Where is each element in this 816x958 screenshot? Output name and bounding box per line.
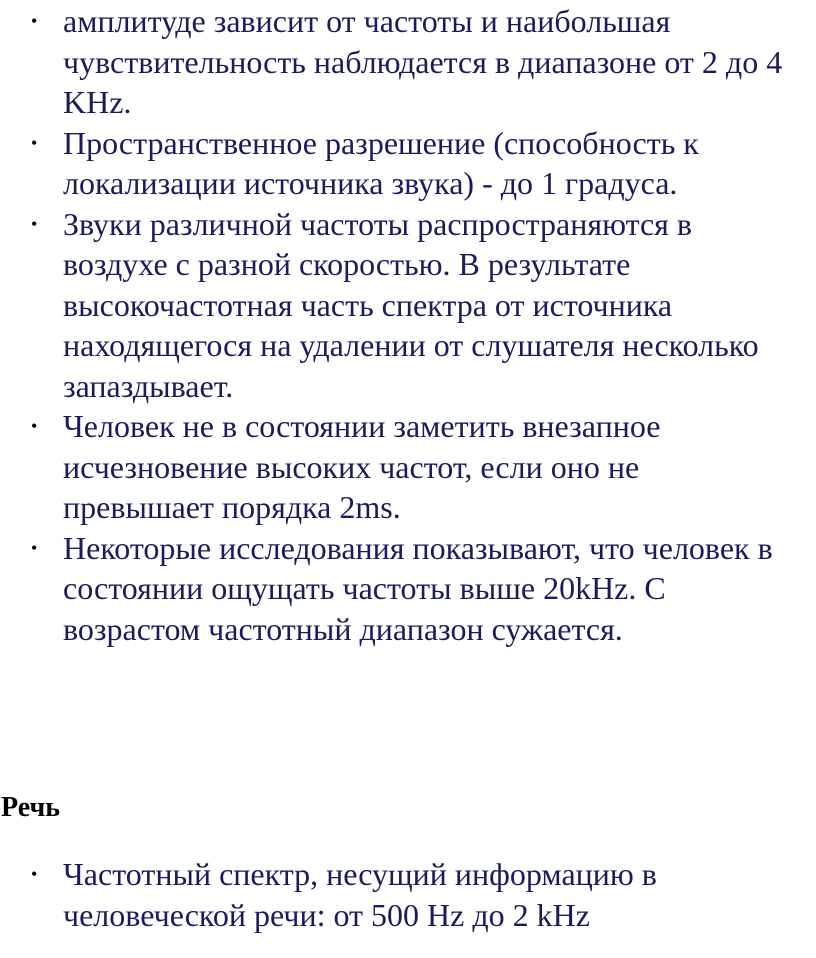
bullet-list-speech [0, 854, 816, 935]
list-item [0, 528, 816, 650]
list-item-text: Частотный спектр, несущий информацию в человеческой речи: от 500 Hz до 2 kHz [63, 856, 657, 933]
list-item-text: Звуки различной частоты распространяются в воздухе с разной скоростью. В результате высокочастотная часть спектра от источника находящегося на удалении от слушателя несколько запаздывает. [63, 205, 759, 404]
list-item-text: амплитуде зависит от частоты и наибольшая чувствительность наблюдается в диапазоне от 2 до 4 KHz. [63, 3, 783, 120]
bullet-icon: • [31, 537, 38, 558]
list-item [0, 854, 816, 935]
list-item-text: Пространственное разрешение (способность к локализации источника звука) - до 1 градуса. [63, 124, 699, 201]
bullet-icon: • [31, 864, 38, 884]
bullet-icon: • [31, 213, 38, 234]
list-item-text: Человек не в состоянии заметить внезапное исчезновение высоких частот, если оно не превышает порядка 2ms. [63, 408, 661, 525]
list-item [0, 123, 816, 204]
list-item-text: Некоторые исследования показывают, что человек в состоянии ощущать частоты выше 20kHz. С возрастом частотный диапазон сужается. [63, 529, 773, 647]
bullet-icon: • [31, 416, 38, 436]
list-item [0, 204, 816, 407]
list-item [0, 1, 816, 123]
list-item [0, 406, 816, 528]
bullet-icon: • [31, 132, 38, 153]
bullet-list-hearing [0, 1, 816, 649]
section-heading-speech: Речь [1, 792, 61, 823]
bullet-icon: • [31, 11, 38, 31]
